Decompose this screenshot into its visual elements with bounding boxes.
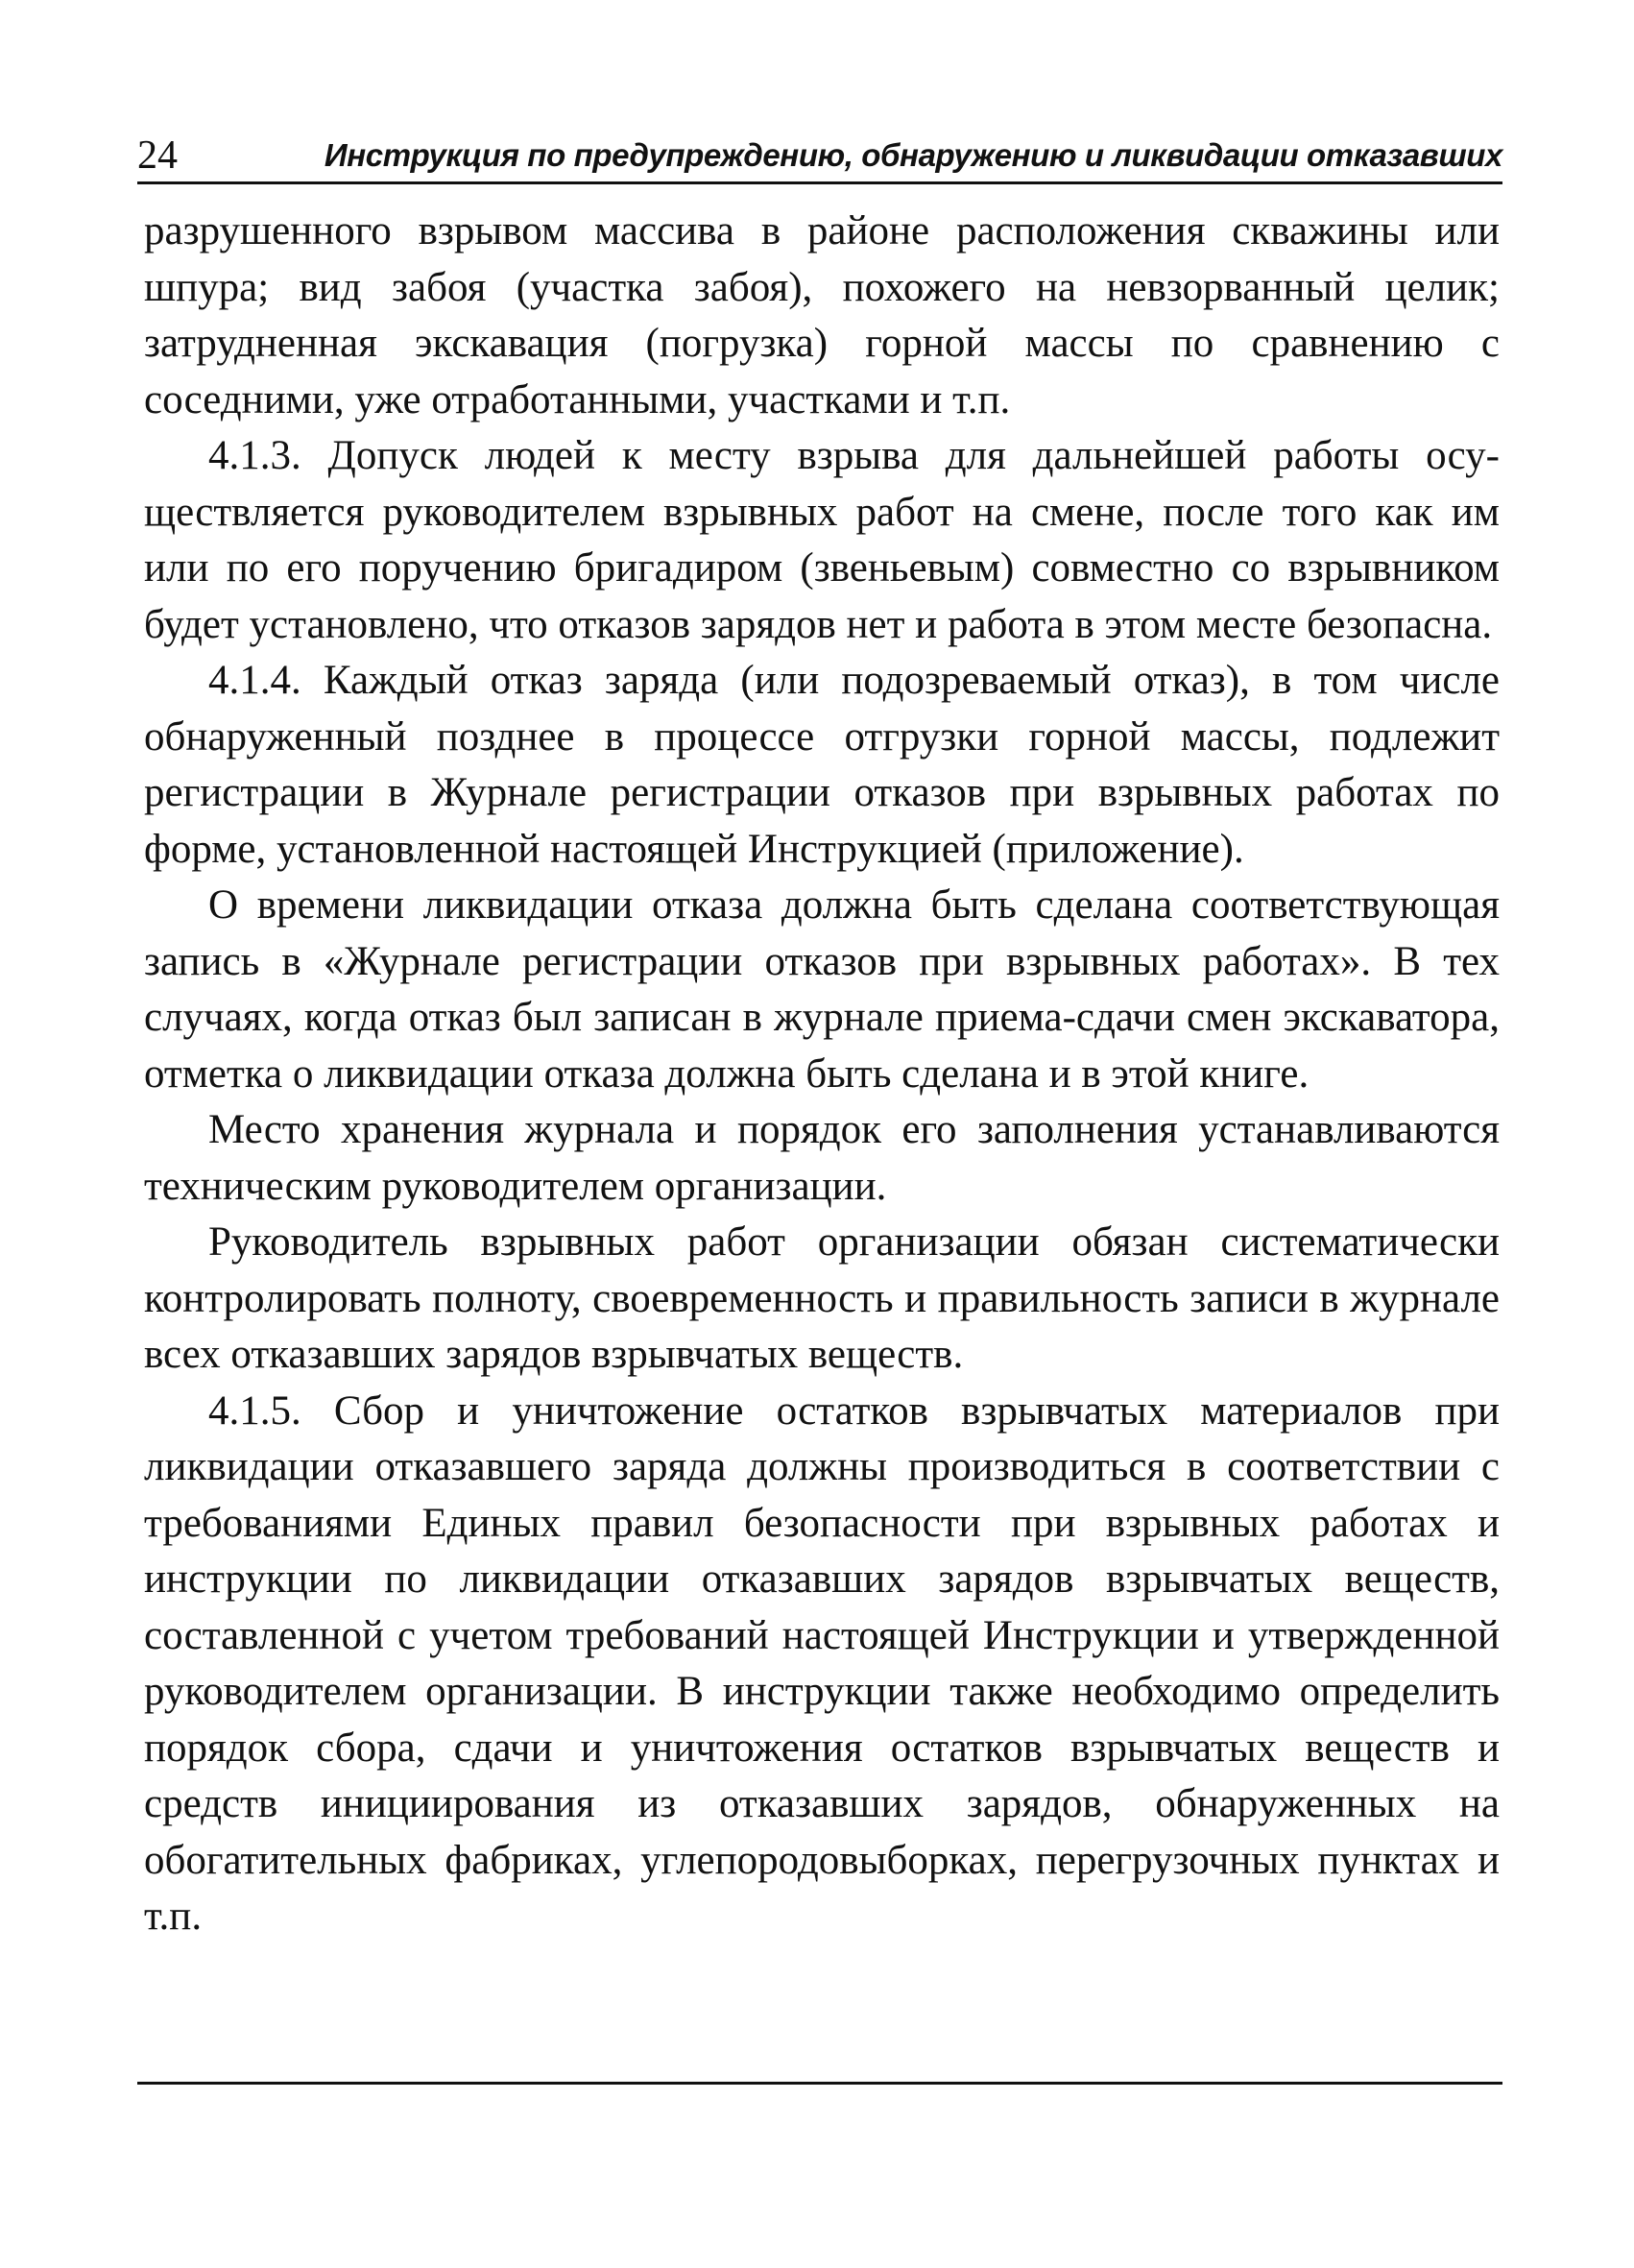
paragraph-journal-storage: Место хранения журнала и порядок его заполнения устанавливаются техническим руководителем организации. (144, 1107, 1500, 1209)
footer-rule (137, 2082, 1502, 2085)
paragraph-4-1-4: 4.1.4. Каждый отказ заряда (или подозреваемый отказ), в том числе обнаруженный позднее в процессе отгрузки горной массы, подлежит регистрации в Журнале регистрации отказов при взрывных работах по форме, установленной настоящей Инструкцией (приложение). (144, 658, 1500, 872)
page-header (137, 131, 1502, 184)
paragraph-continuation: разрушенного взрывом массива в районе расположения скважины или шпура; вид забоя (участка забоя), похожего на невзорванный целик; затрудненная экскавация (погрузка) горной массы по сравнению с соседними, уже отработанными, участками и т.п. (144, 208, 1500, 422)
running-title: Инструкция по предупреждению, обнаружению и ликвидации отказавших (324, 137, 1502, 173)
paragraph-4-1-5: 4.1.5. Сбор и уничтожение остатков взрывчатых материалов при ликвидации отказавшего заряда должны производиться в соответствии с требованиями Единых правил безопасности при взрывных работах и инструкции по ликвидации отказавших зарядов взрывчатых веществ, составленной с учетом требований настоящей Инструкции и утвержденной руководителем организации. В инструкции также необходимо определить порядок сбора, сдачи и уничтожения остатков взрывчатых веществ и средств инициирования из отказавших зарядов, обнаруженных на обогатительных фабриках, углепородовыборках, перегрузочных пунктах и т.п. (144, 1387, 1500, 1939)
paragraph-supervisor-control: Руководитель взрывных работ организации обязан систематически контролировать полноту, своевременность и правильность записи в журнале всех отказавших зарядов взрывчатых веществ. (144, 1219, 1500, 1377)
paragraph-4-1-3: 4.1.3. Допуск людей к месту взрыва для дальнейшей работы осуществляется руководителем взрывных работ на смене, после того как им или по его поручению бригадиром (звеньевым) совместно со взрывником будет установлено, что отказов зарядов нет и работа в этом месте безопасна. (144, 433, 1500, 647)
paragraph-liquidation-record: О времени ликвидации отказа должна быть сделана соответствующая запись в «Журнале регистрации отказов при взрывных работах». В тех случаях, когда отказ был записан в журнале приема-сдачи смен экскаватора, отметка о ликвидации отказа должна быть сделана и в этой книге. (144, 882, 1500, 1097)
body-text (144, 204, 1500, 1945)
page-number: 24 (137, 133, 178, 178)
